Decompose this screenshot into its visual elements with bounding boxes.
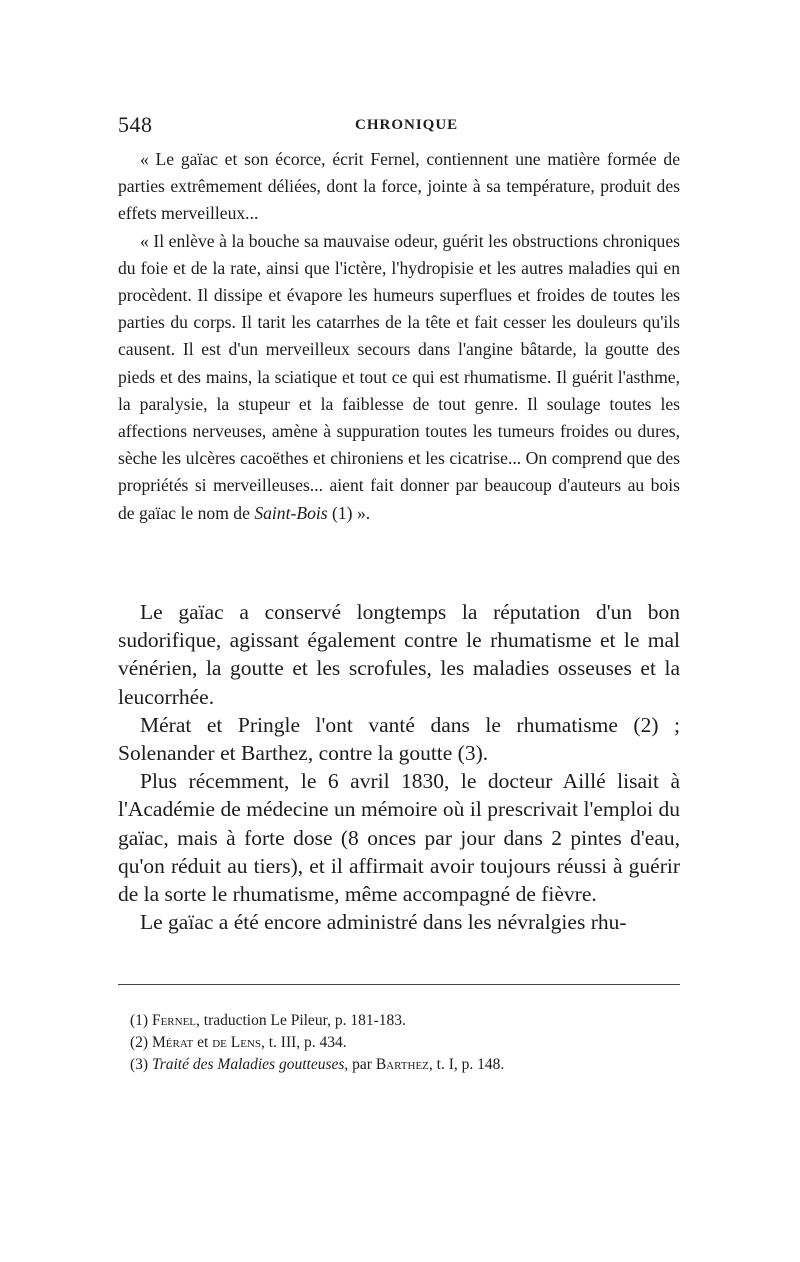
footnote-1 <box>130 1010 680 1032</box>
footnotes <box>130 1010 680 1076</box>
footnote-text: , traduction Le Pileur, p. 181-183. <box>196 1012 406 1029</box>
body-paragraph-2: Mérat et Pringle l'ont vanté dans le rhumatisme (2) ; Solenander et Barthez, contre la goutte (3). <box>118 712 680 766</box>
body-paragraph-1: Le gaïac a conservé longtemps la réputation d'un bon sudorifique, agissant également contre le rhumatisme et le mal vénérien, la goutte et les scrofules, les maladies osseuses et la leucorrhée. <box>118 600 680 709</box>
page-number: 548 <box>118 112 153 137</box>
footnote-number: (1) <box>130 1012 149 1029</box>
quote-paragraph-2-end: (1) ». <box>332 502 371 523</box>
footnote-text: et <box>193 1034 213 1051</box>
footnote-number: (2) <box>130 1034 149 1051</box>
footnote-author-2: de Lens <box>212 1034 261 1051</box>
body-paragraph-4: Le gaïac a été encore administré dans les névralgies rhu- <box>140 910 627 935</box>
quote-paragraph-2-text: « Il enlève à la bouche sa mauvaise odeur, guérit les obstructions chroniques du foie et de la rate, ainsi que l'ictère, l'hydropisie et les autres maladies qui en procèdent. Il dissipe et évapore les humeurs superflues et froides de toutes les parties du corps. Il tarit les catarrhes de la tête et fait cesser les douleurs qu'ils causent. Il est d'un merveilleux secours dans l'angine bâtarde, la goutte des pieds et des mains, la sciatique et tout ce qui est rhumatisme. Il guérit l'asthme, la paralysie, la stupeur et la faiblesse de tout genre. Il soulage toutes les affections nerveuses, amène à suppuration toutes les tumeurs froides ou dures, sèche les ulcères cacoëthes et chironiens et les cicatrise... On comprend que des propriétés si merveilleuses... aient fait donner par beaucoup d'auteurs au bois de gaïac le nom de <box>118 230 680 523</box>
footnote-2 <box>130 1032 680 1054</box>
footnote-divider <box>118 984 680 985</box>
saint-bois-term: Saint-Bois <box>254 502 328 523</box>
footnote-3 <box>130 1054 680 1076</box>
body-paragraph-3: Plus récemment, le 6 avril 1830, le docteur Aillé lisait à l'Académie de médecine un mémoire où il prescrivait l'emploi du gaïac, mais à forte dose (8 onces par jour dans 2 pintes d'eau, qu'on réduit au tiers), et il affirmait avoir toujours réussi à guérir de la sorte le rhumatisme, même accompagné de fièvre. <box>118 769 680 907</box>
quotation-block <box>118 146 680 527</box>
footnote-text: , t. III, p. 434. <box>260 1034 347 1051</box>
footnote-author: Fernel <box>151 1012 197 1029</box>
body-text <box>118 598 680 936</box>
footnote-author: Mérat <box>151 1034 194 1051</box>
quote-paragraph-1: « Le gaïac et son écorce, écrit Fernel, contiennent une matière formée de parties extrêmement déliées, dont la force, jointe à sa température, produit des effets merveilleux... <box>118 149 680 224</box>
running-title: CHRONIQUE <box>355 117 459 133</box>
footnote-title: Traité des Maladies goutteuses <box>151 1056 345 1073</box>
footnote-text: , par <box>344 1056 376 1073</box>
quote-paragraph-2 <box>118 228 680 527</box>
footnote-author: Barthez <box>375 1056 429 1073</box>
footnote-text: , t. I, p. 148. <box>428 1056 505 1073</box>
footnote-number: (3) <box>130 1056 149 1073</box>
